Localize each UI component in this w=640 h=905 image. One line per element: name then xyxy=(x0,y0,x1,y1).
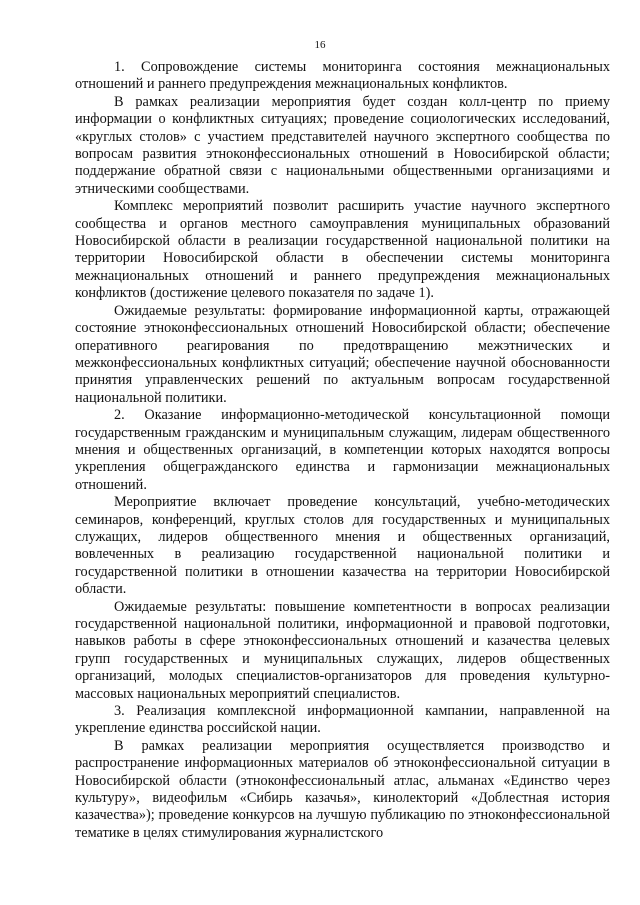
paragraph-7: Ожидаемые результаты: повышение компетентности в вопросах реализации государственной национальной политики, информационной и правовой подготовки, навыков работы в сфере этноконфессиональных отношений и казачества целевых групп государственных и муниципальных служащих, лидеров общественных организаций, молодых специалистов-организаторов для проведения культурно-массовых национальных мероприятий специалистов. xyxy=(75,598,610,702)
page-number: 16 xyxy=(314,39,326,51)
paragraph-5: 2. Оказание информационно-методической консультационной помощи государственным гражданским и муниципальным служащим, лидерам общественного мнения и общественных организаций, в компетенции которых находятся вопросы укрепления общегражданского единства и гармонизации межнациональных отношений. xyxy=(75,407,610,493)
paragraph-4: Ожидаемые результаты: формирование информационной карты, отражающей состояние этноконфессиональных отношений Новосибирской области; обеспечение оперативного реагирования по предотвращению межэтнических и межконфессиональных конфликтных ситуаций; обеспечение научной обоснованности принятия управленческих решений по актуальным вопросам государственной национальной политики. xyxy=(75,302,610,406)
paragraph-8: 3. Реализация комплексной информационной кампании, направленной на укрепление единства российской нации. xyxy=(75,703,610,737)
paragraph-2: В рамках реализации мероприятия будет создан колл-центр по приему информации о конфликтных ситуациях; проведение социологических исследований, «круглых столов» с участием представителей научного экспертного сообщества по вопросам развития этноконфессиональных отношений в Новосибирской области; поддержание обратной связи с национальными общественными организациями и этническими сообществами. xyxy=(75,93,610,197)
paragraph-1: 1. Сопровождение системы мониторинга состояния межнациональных отношений и раннего предупреждения межнациональных конфликтов. xyxy=(75,59,610,93)
paragraph-6: Мероприятие включает проведение консультаций, учебно-методических семинаров, конференций, круглых столов для государственных и муниципальных служащих, лидеров общественного мнения и общественных организаций, вовлеченных в реализацию государственной национальной политики и государственной политики в отношении казачества на территории Новосибирской области. xyxy=(75,494,610,598)
document-body xyxy=(75,59,610,842)
paragraph-9: В рамках реализации мероприятия осуществляется производство и распространение информационных материалов об этноконфессиональной ситуации в Новосибирской области (этноконфессиональный атлас, альманах «Единство через культуру», видеофильм «Сибирь казачья», кинолекторий «Доблестная история казачества»); проведение конкурсов на лучшую публикацию по этноконфессиональной тематике в целях стимулирования журналистского xyxy=(75,737,610,841)
paragraph-3: Комплекс мероприятий позволит расширить участие научного экспертного сообщества и органов местного самоуправления муниципальных образований Новосибирской области в реализации государственной национальной политики на территории Новосибирской области в обеспечении системы мониторинга межнациональных отношений и раннего предупреждения межнациональных конфликтов (достижение целевого показателя по задаче 1). xyxy=(75,198,610,302)
